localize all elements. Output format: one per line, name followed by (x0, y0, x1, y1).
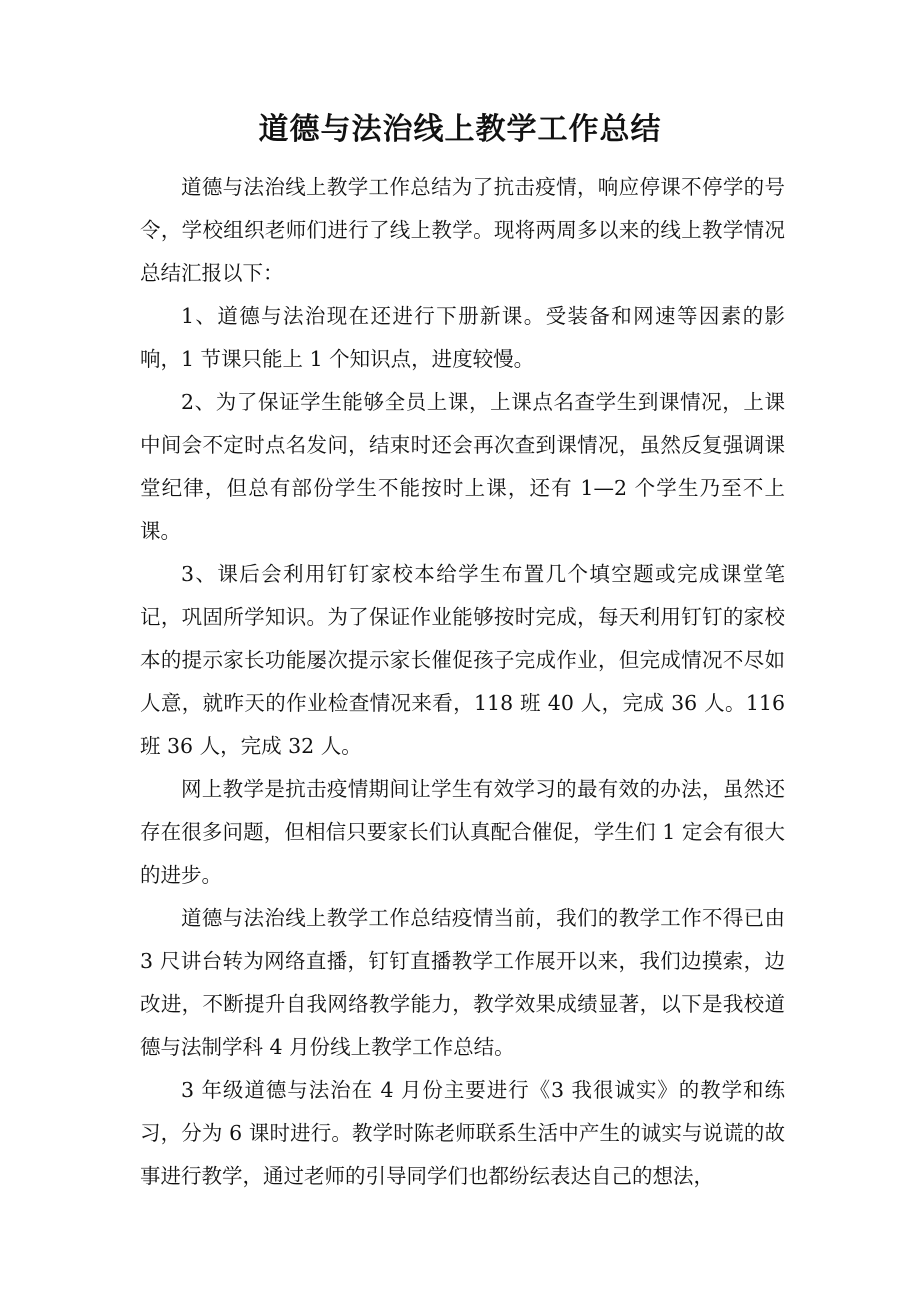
paragraph-online-teaching: 网上教学是抗击疫情期间让学生有效学习的最有效的办法，虽然还存在很多问题，但相信只要家长们认真配合催促，学生们 1 定会有很大的进步。 (140, 777, 785, 887)
paragraph-point-1: 1、道德与法治现在还进行下册新课。受装备和网速等因素的影响，1 节课只能上 1 个知识点，进度较慢。 (140, 304, 785, 371)
paragraph-point-3: 3、课后会利用钉钉家校本给学生布置几个填空题或完成课堂笔记，巩固所学知识。为了保证作业能够按时完成，每天利用钉钉的家校本的提示家长功能屡次提示家长催促孩子完成作业，但完成情况不尽如人意，就昨天的作业检查情况来看，118 班 40 人，完成 36 人。116 班 36 人，完成 32 人。 (140, 562, 785, 758)
paragraph-intro: 道德与法治线上教学工作总结为了抗击疫情，响应停课不停学的号令，学校组织老师们进行了线上教学。现将两周多以来的线上教学情况总结汇报以下： (140, 175, 785, 285)
document-title: 道德与法治线上教学工作总结 (258, 112, 662, 147)
paragraph-point-2: 2、为了保证学生能够全员上课，上课点名查学生到课情况，上课中间会不定时点名发问，结束时还会再次查到课情况，虽然反复强调课堂纪律，但总有部份学生不能按时上课，还有 1—2 个学生乃至不上课。 (140, 390, 785, 543)
paragraph-grade-3: 3 年级道德与法治在 4 月份主要进行《3 我很诚实》的教学和练习，分为 6 课时进行。教学时陈老师联系生活中产生的诚实与说谎的故事进行教学，通过老师的引导同学们也都纷纭表达自己的想法， (140, 1078, 785, 1188)
document-body (140, 166, 785, 1198)
paragraph-summary-intro: 道德与法治线上教学工作总结疫情当前，我们的教学工作不得已由 3 尺讲台转为网络直播，钉钉直播教学工作展开以来，我们边摸索，边改进，不断提升自我网络教学能力，教学效果成绩显著，以下是我校道德与法制学科 4 月份线上教学工作总结。 (140, 906, 785, 1059)
